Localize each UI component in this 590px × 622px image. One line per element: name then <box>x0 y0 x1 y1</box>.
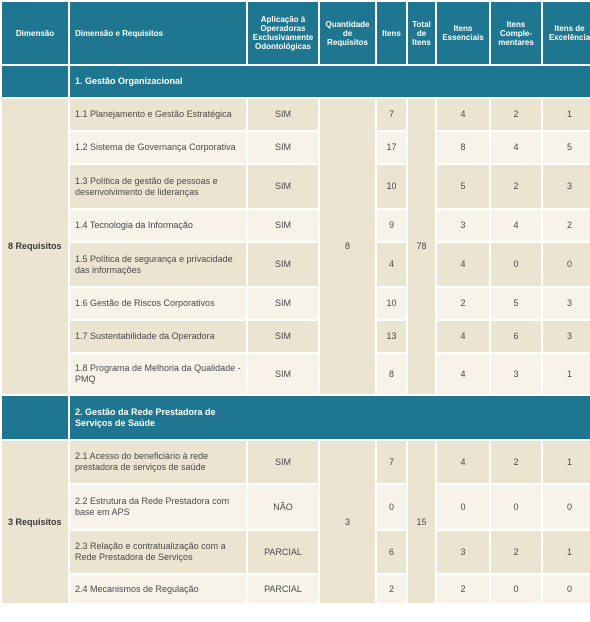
complementary-cell: 0 <box>491 485 541 529</box>
table-row <box>2 165 590 208</box>
table-row <box>2 288 590 319</box>
requirement-cell: 2.2 Estrutura da Rede Prestadora com base em APS <box>70 485 246 529</box>
complementary-cell: 2 <box>491 531 541 573</box>
header-line: Excelência <box>548 33 590 42</box>
table-row <box>2 132 590 163</box>
header-line: Essenciais <box>442 33 484 42</box>
excellence-cell: 5 <box>543 132 590 163</box>
requirement-cell: 1.5 Política de segurança e privacidade das informações <box>70 243 246 286</box>
essential-cell: 4 <box>437 321 489 352</box>
header-line: mentares <box>498 37 534 47</box>
dimension-cell: 8 Requisitos <box>2 99 68 394</box>
application-cell: SIM <box>248 321 318 352</box>
header-line: Itens <box>412 37 431 47</box>
section-title-text: 2. Gestão da Rede Prestadora de Serviços de Saúde <box>75 406 216 428</box>
col-header-aplicacao <box>248 2 318 64</box>
col-header-quantidade <box>320 2 375 64</box>
essential-cell: 4 <box>437 441 489 483</box>
complementary-cell: 0 <box>491 243 541 286</box>
excellence-cell: 3 <box>543 165 590 208</box>
essential-cell: 4 <box>437 243 489 286</box>
header-line: Operadoras <box>260 24 306 33</box>
application-cell: SIM <box>248 210 318 241</box>
quantity-cell: 3 <box>320 441 375 603</box>
dimension-cell: 3 Requisitos <box>2 441 68 603</box>
col-header-dimensao-requisitos: Dimensão e Requisitos <box>70 2 246 64</box>
essential-cell: 4 <box>437 354 489 394</box>
essential-cell: 3 <box>437 531 489 573</box>
col-header-total <box>408 2 435 64</box>
header-line: Comple- <box>500 28 532 38</box>
complementary-cell: 5 <box>491 288 541 319</box>
application-cell: SIM <box>248 132 318 163</box>
requirement-cell: 1.1 Planejamento e Gestão Estratégica <box>70 99 246 130</box>
application-cell: NÃO <box>248 485 318 529</box>
complementary-cell: 2 <box>491 441 541 483</box>
header-line: Itens <box>506 19 526 29</box>
section-title: 1. Gestão Organizacional <box>70 66 590 97</box>
complementary-cell: 2 <box>491 165 541 208</box>
items-cell: 13 <box>377 321 406 352</box>
col-header-essenciais <box>437 2 489 64</box>
items-cell: 9 <box>377 210 406 241</box>
items-cell: 10 <box>377 288 406 319</box>
table-row <box>2 575 590 603</box>
complementary-cell: 3 <box>491 354 541 394</box>
header-line: Exclusivamente <box>252 33 314 42</box>
complementary-cell: 6 <box>491 321 541 352</box>
table-row <box>2 441 590 483</box>
requirement-cell: 2.4 Mecanismos de Regulação <box>70 575 246 603</box>
items-cell: 10 <box>377 165 406 208</box>
col-header-itens: Itens <box>377 2 406 64</box>
application-cell: PARCIAL <box>248 531 318 573</box>
header-line: Quantidade <box>325 19 370 29</box>
table-row <box>2 210 590 241</box>
requirement-cell: 1.7 Sustentabilidade da Operadora <box>70 321 246 352</box>
table-row <box>2 531 590 573</box>
excellence-cell: 2 <box>543 210 590 241</box>
essential-cell: 3 <box>437 210 489 241</box>
items-cell: 6 <box>377 531 406 573</box>
complementary-cell: 0 <box>491 575 541 603</box>
items-cell: 17 <box>377 132 406 163</box>
header-line: de <box>416 28 427 38</box>
essential-cell: 5 <box>437 165 489 208</box>
table-row <box>2 321 590 352</box>
header-line: Odontológicas <box>255 42 311 51</box>
essential-cell: 4 <box>437 99 489 130</box>
items-cell: 2 <box>377 575 406 603</box>
section-row <box>2 66 590 97</box>
total-cell: 78 <box>408 99 435 394</box>
header-line: Itens de <box>554 24 585 33</box>
section-spacer <box>2 66 68 97</box>
items-cell: 8 <box>377 354 406 394</box>
excellence-cell: 1 <box>543 441 590 483</box>
application-cell: SIM <box>248 288 318 319</box>
items-cell: 7 <box>377 99 406 130</box>
excellence-cell: 0 <box>543 575 590 603</box>
application-cell: SIM <box>248 99 318 130</box>
section-title <box>70 396 590 439</box>
items-cell: 7 <box>377 441 406 483</box>
col-header-complementares <box>491 2 541 64</box>
excellence-cell: 3 <box>543 288 590 319</box>
requirement-cell: 1.8 Programa de Melhoria da Qualidade - PMQ <box>70 354 246 394</box>
application-cell: SIM <box>248 354 318 394</box>
complementary-cell: 2 <box>491 99 541 130</box>
header-line: Aplicação à <box>260 15 306 24</box>
header-row <box>2 2 590 64</box>
complementary-cell: 4 <box>491 132 541 163</box>
excellence-cell: 0 <box>543 243 590 286</box>
excellence-cell: 1 <box>543 531 590 573</box>
col-header-excelencia <box>543 2 590 64</box>
complementary-cell: 4 <box>491 210 541 241</box>
excellence-cell: 0 <box>543 485 590 529</box>
requirement-cell: 1.2 Sistema de Governança Corporativa <box>70 132 246 163</box>
application-cell: SIM <box>248 165 318 208</box>
header-line: de <box>342 28 353 38</box>
header-line: Total <box>412 19 431 29</box>
essential-cell: 2 <box>437 288 489 319</box>
essential-cell: 8 <box>437 132 489 163</box>
application-cell: PARCIAL <box>248 575 318 603</box>
section-spacer <box>2 396 68 439</box>
quantity-cell: 8 <box>320 99 375 394</box>
excellence-cell: 3 <box>543 321 590 352</box>
essential-cell: 2 <box>437 575 489 603</box>
items-cell: 4 <box>377 243 406 286</box>
table-row <box>2 243 590 286</box>
table-row <box>2 99 590 130</box>
requirement-cell: 1.3 Política de gestão de pessoas e desenvolvimento de lideranças <box>70 165 246 208</box>
requirement-cell: 2.3 Relação e contratualização com a Rede Prestadora de Serviços <box>70 531 246 573</box>
header-line: Requisitos <box>327 37 368 47</box>
application-cell: SIM <box>248 243 318 286</box>
requirement-cell: 1.4 Tecnologia da Informação <box>70 210 246 241</box>
excellence-cell: 1 <box>543 354 590 394</box>
items-cell: 0 <box>377 485 406 529</box>
total-cell: 15 <box>408 441 435 603</box>
table-row <box>2 354 590 394</box>
essential-cell: 0 <box>437 485 489 529</box>
requirement-cell: 1.6 Gestão de Riscos Corporativos <box>70 288 246 319</box>
excellence-cell: 1 <box>543 99 590 130</box>
section-row <box>2 396 590 439</box>
header-line: Itens <box>453 24 473 33</box>
requirement-cell: 2.1 Acesso do beneficiário à rede prestadora de serviços de saúde <box>70 441 246 483</box>
table-row <box>2 485 590 529</box>
application-cell: SIM <box>248 441 318 483</box>
col-header-dimensao: Dimensão <box>2 2 68 64</box>
